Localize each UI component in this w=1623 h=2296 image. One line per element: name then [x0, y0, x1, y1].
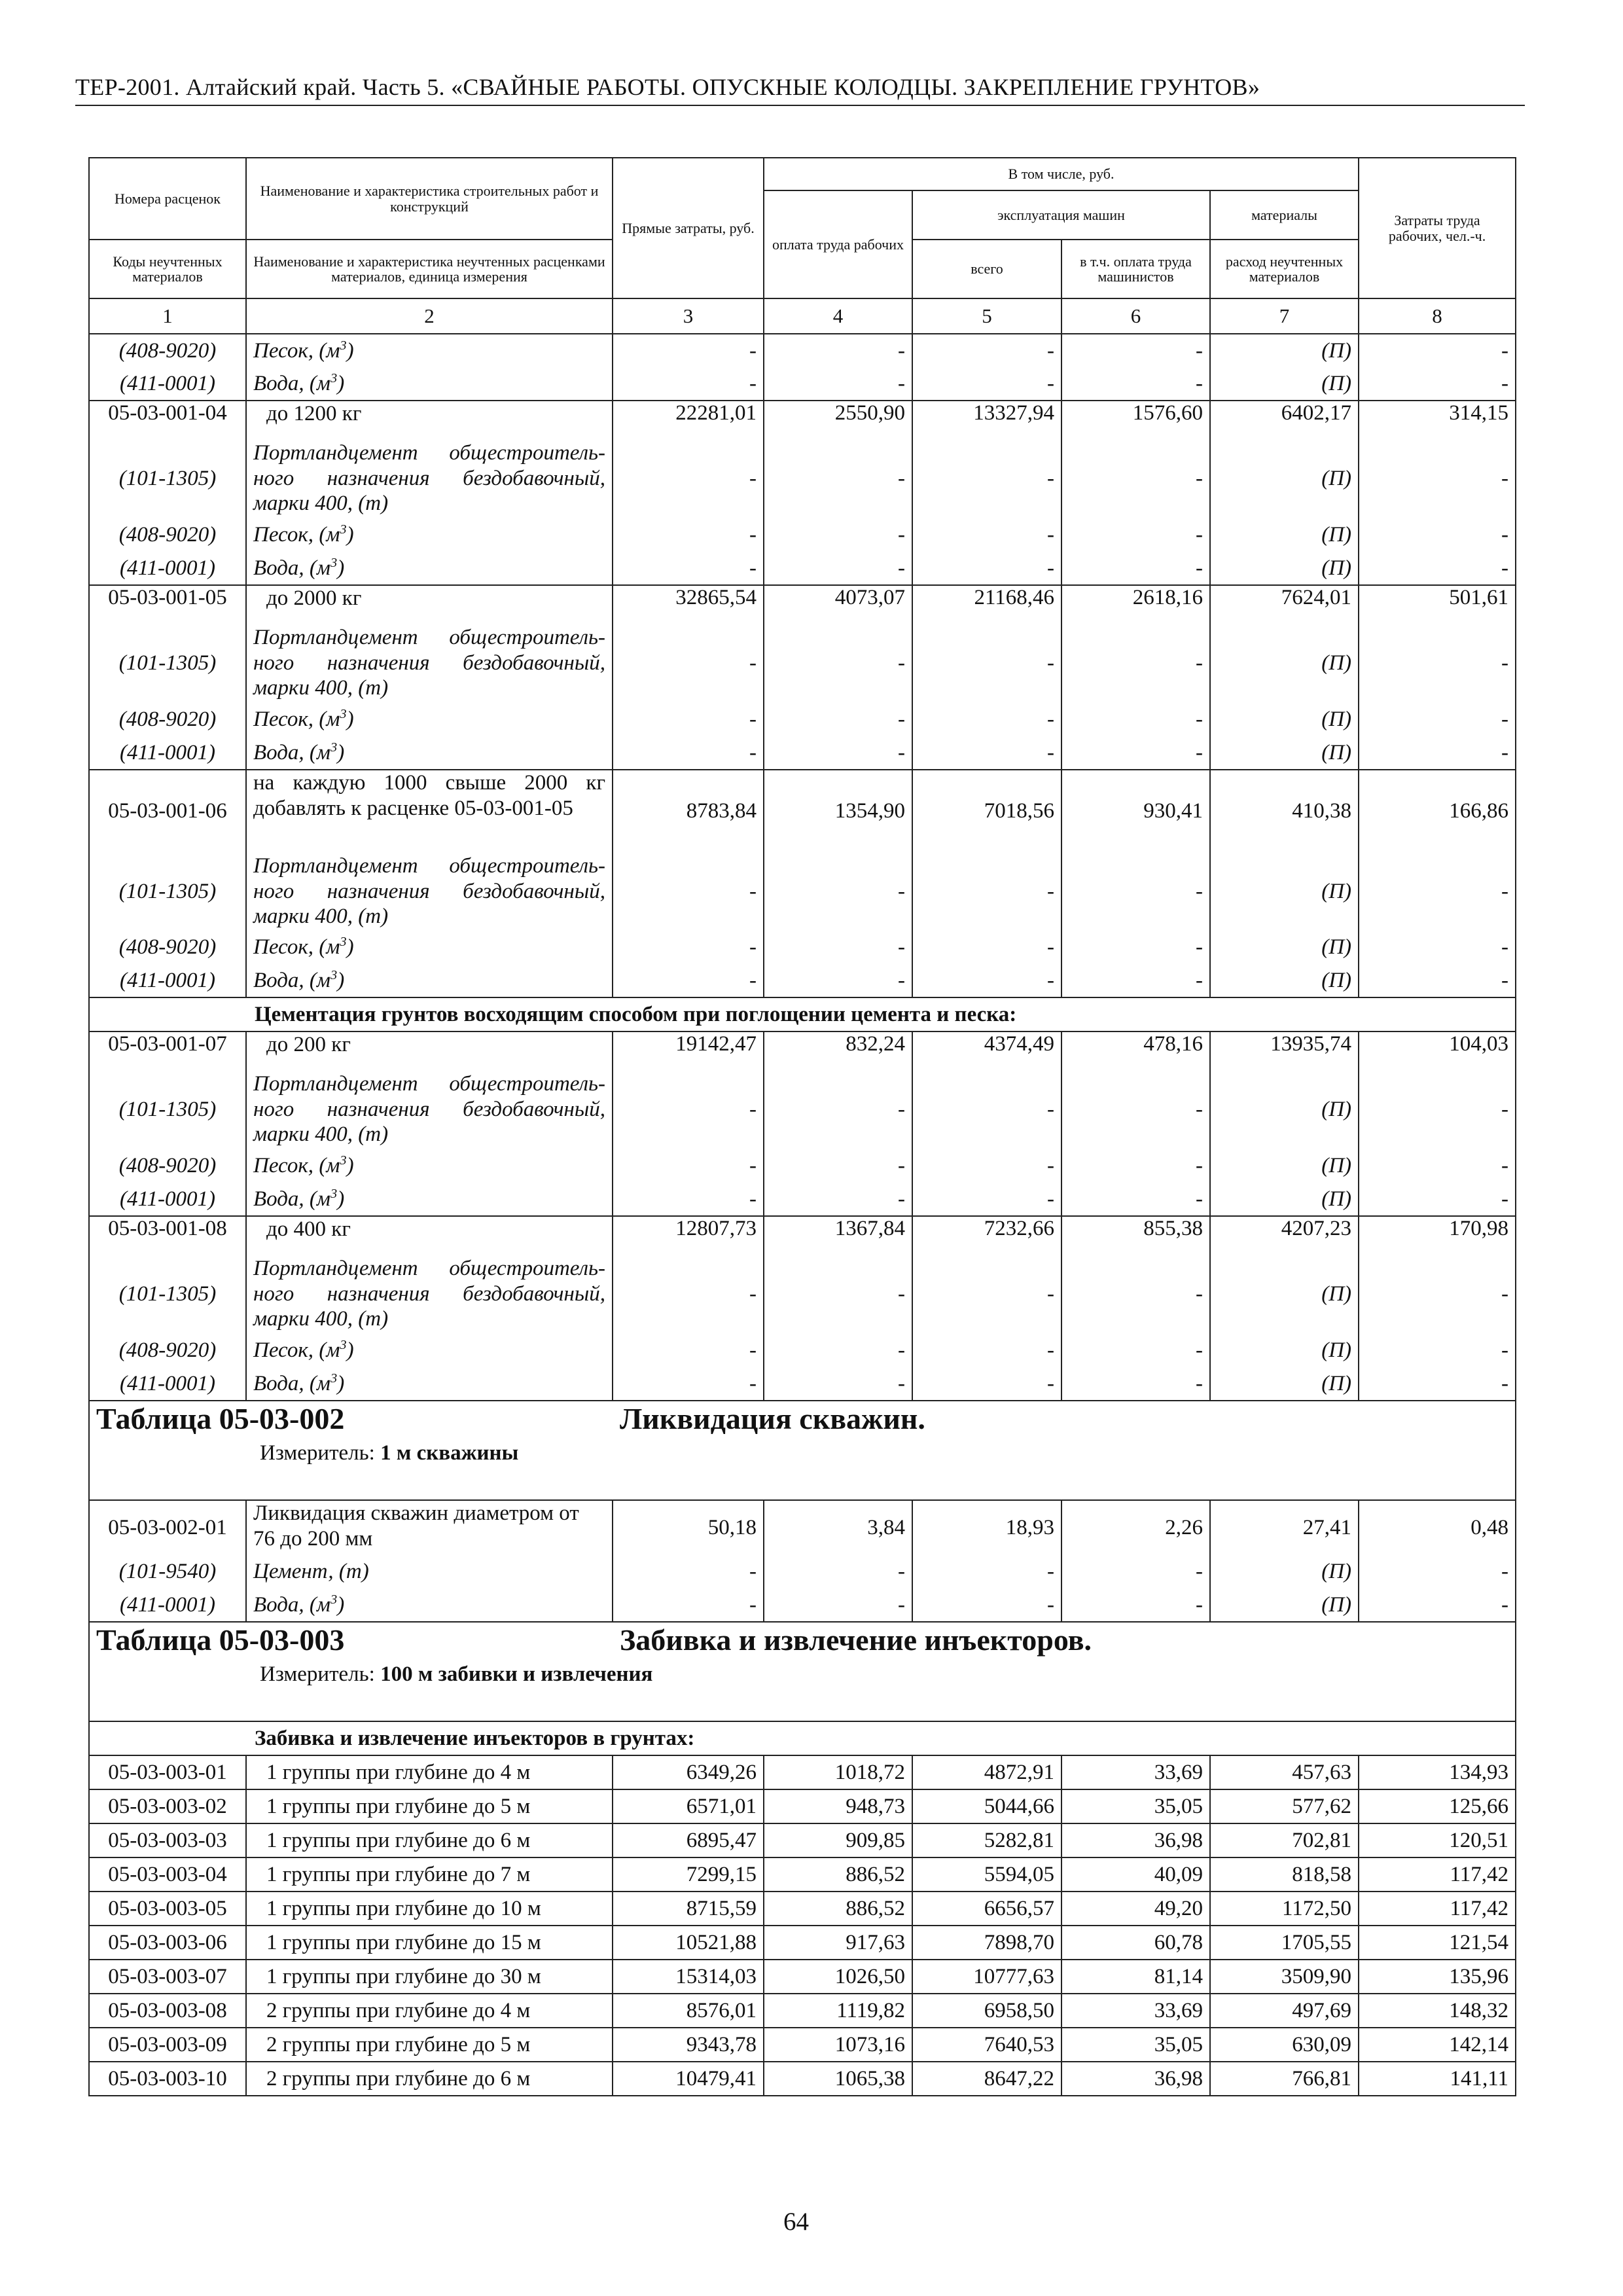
rate-code: 05-03-001-07: [89, 1031, 246, 1069]
table-meter: Измеритель: 100 м забивки и извлечения: [260, 1662, 653, 1686]
material-marker: (П): [1210, 623, 1359, 703]
material-marker: (П): [1210, 736, 1359, 770]
material-marker: (П): [1210, 1555, 1359, 1588]
table-row: [89, 1823, 1516, 1857]
material-name: Вода, $(м^3)$: [246, 1588, 613, 1622]
rate-value: 5594,05: [912, 1857, 1061, 1892]
material-code: (408-9020): [89, 518, 246, 552]
rate-value: 1073,16: [764, 2028, 912, 2062]
rate-value: 10479,41: [613, 2062, 764, 2096]
rate-name: 1 группы при глубине до 30 м: [246, 1960, 613, 1994]
rate-value: 886,52: [764, 1892, 912, 1926]
rate-value: 33,69: [1061, 1755, 1210, 1789]
header-materials: материалы: [1210, 190, 1359, 240]
rate-value: 630,09: [1210, 2028, 1359, 2062]
material-row-water: (411-0001) Вода, $(м^3)$ - - - - (П) -: [89, 552, 1516, 585]
rate-value: 121,54: [1359, 1926, 1516, 1960]
material-code: (411-0001): [89, 552, 246, 585]
rate-value: 7640,53: [912, 2028, 1061, 2062]
rate-value: 141,11: [1359, 2062, 1516, 2096]
rate-row: 05-03-001-08 до 400 кг 12807,73 1367,84 7232,66 855,38 4207,23 170,98: [89, 1216, 1516, 1254]
material-code: (101-9540): [89, 1555, 246, 1588]
rate-value: 6958,50: [912, 1994, 1061, 2028]
material-code: (408-9020): [89, 1334, 246, 1367]
rate-name: 1 группы при глубине до 15 м: [246, 1926, 613, 1960]
rate-name: 1 группы при глубине до 5 м: [246, 1789, 613, 1823]
rate-code: 05-03-001-06: [89, 770, 246, 852]
material-code: (411-0001): [89, 1367, 246, 1401]
table-row: [89, 1926, 1516, 1960]
rate-code: 05-03-002-01: [89, 1500, 246, 1555]
header-codes: Номера расценок: [89, 158, 246, 240]
material-marker: (П): [1210, 1183, 1359, 1216]
rate-value: 1172,50: [1210, 1892, 1359, 1926]
material-name: Вода, $(м^3)$: [246, 736, 613, 770]
rate-value: 886,52: [764, 1857, 912, 1892]
table-name: Ликвидация скважин.: [620, 1402, 925, 1435]
rate-value: 6571,01: [613, 1789, 764, 1823]
material-row-cement: (101-1305) Портландцемент общестроитель-ного назначения бездобавочный, марки 400, (т) - - - - (П) -: [89, 623, 1516, 703]
rate-value: 5282,81: [912, 1823, 1061, 1857]
rate-value: 4872,91: [912, 1755, 1061, 1789]
material-name: Песок, $(м^3)$: [246, 1149, 613, 1183]
material-name: Вода, $(м^3)$: [246, 552, 613, 585]
rate-value: 6349,26: [613, 1755, 764, 1789]
section-heading: Цементация грунтов восходящим способом при поглощении цемента и песка:: [89, 997, 1516, 1031]
rate-value: 497,69: [1210, 1994, 1359, 2028]
rate-name: 2 группы при глубине до 6 м: [246, 2062, 613, 2096]
rate-code: 05-03-003-06: [89, 1926, 246, 1960]
rate-value: 36,98: [1061, 2062, 1210, 2096]
table-number: Таблица 05-03-002: [96, 1402, 345, 1435]
header-in-that-number: В том числе, руб.: [764, 158, 1359, 190]
header-total: всего: [912, 240, 1061, 298]
rate-value: 917,63: [764, 1926, 912, 1960]
material-name: Портландцемент общестроитель-ного назначения бездобавочный, марки 400, (т): [246, 439, 613, 518]
rate-name: 1 группы при глубине до 4 м: [246, 1755, 613, 1789]
material-marker: (П): [1210, 1334, 1359, 1367]
rate-value: 702,81: [1210, 1823, 1359, 1857]
rate-name: на каждую 1000 свыше 2000 кг добавлять к расценке 05-03-001-05: [246, 770, 613, 852]
material-code: (411-0001): [89, 736, 246, 770]
rate-code: 05-03-003-02: [89, 1789, 246, 1823]
table-title: [96, 1401, 1508, 1436]
table-row: [89, 1789, 1516, 1823]
material-row-sand: (408-9020) Песок, $(м^3)$ - - - - (П) -: [89, 334, 1516, 367]
rate-value: 33,69: [1061, 1994, 1210, 2028]
rate-value: 5044,66: [912, 1789, 1061, 1823]
material-name: Портландцемент общестроитель-ного назначения бездобавочный, марки 400, (т): [246, 1254, 613, 1334]
material-marker: (П): [1210, 334, 1359, 367]
material-row-water: (411-0001) Вода, $(м^3)$ - - - - (П) -: [89, 736, 1516, 770]
rate-value: 142,14: [1359, 2028, 1516, 2062]
rate-value: 117,42: [1359, 1857, 1516, 1892]
material-marker: (П): [1210, 1588, 1359, 1622]
material-marker: (П): [1210, 367, 1359, 401]
rate-value: 49,20: [1061, 1892, 1210, 1926]
rate-name: до 400 кг: [246, 1216, 613, 1254]
rate-value: 117,42: [1359, 1892, 1516, 1926]
rate-value: 1026,50: [764, 1960, 912, 1994]
header-labor-costs: Затраты труда рабочих, чел.-ч.: [1359, 158, 1516, 298]
rate-value: 8647,22: [912, 2062, 1061, 2096]
material-name: Вода, $(м^3)$: [246, 1367, 613, 1401]
material-marker: (П): [1210, 1254, 1359, 1334]
material-marker: (П): [1210, 1149, 1359, 1183]
rate-value: 766,81: [1210, 2062, 1359, 2096]
rate-code: 05-03-001-04: [89, 401, 246, 439]
rate-value: 1119,82: [764, 1994, 912, 2028]
rate-value: 1705,55: [1210, 1926, 1359, 1960]
rate-value: 40,09: [1061, 1857, 1210, 1892]
material-name: Цемент, (т): [246, 1555, 613, 1588]
table-heading-row: [89, 1401, 1516, 1500]
rate-name: до 1200 кг: [246, 401, 613, 439]
material-row-sand: (408-9020) Песок, $(м^3)$ - - - - (П) -: [89, 1149, 1516, 1183]
rate-name: Ликвидация скважин диаметром от 76 до 200 мм: [246, 1500, 613, 1555]
material-row-water: (411-0001) Вода, $(м^3)$ - - - - (П) -: [89, 964, 1516, 997]
table-heading-row: [89, 1622, 1516, 1721]
material-name: Песок, $(м^3)$: [246, 703, 613, 736]
rate-value: 909,85: [764, 1823, 912, 1857]
running-header: ТЕР-2001. Алтайский край. Часть 5. «СВАЙНЫЕ РАБОТЫ. ОПУСКНЫЕ КОЛОДЦЫ. ЗАКРЕПЛЕНИЕ ГРУНТОВ»: [75, 74, 1260, 100]
header-machine-operation: эксплуатация машин: [912, 190, 1210, 240]
section-heading-row: [89, 997, 1516, 1031]
material-marker: (П): [1210, 1069, 1359, 1149]
material-name: Портландцемент общестроитель-ного назначения бездобавочный, марки 400, (т): [246, 623, 613, 703]
rates-table: [88, 157, 1516, 2096]
table-number: Таблица 05-03-003: [96, 1623, 345, 1657]
material-code: (411-0001): [89, 1588, 246, 1622]
rate-value: 7299,15: [613, 1857, 764, 1892]
rate-code: 05-03-003-05: [89, 1892, 246, 1926]
rate-name: 1 группы при глубине до 6 м: [246, 1823, 613, 1857]
header-unaccounted-materials: расход неучтенных материалов: [1210, 240, 1359, 298]
rate-value: 10521,88: [613, 1926, 764, 1960]
rate-row: 05-03-001-05 до 2000 кг 32865,54 4073,07 21168,46 2618,16 7624,01 501,61: [89, 585, 1516, 623]
rate-row: 05-03-001-07 до 200 кг 19142,47 832,24 4374,49 478,16 13935,74 104,03: [89, 1031, 1516, 1069]
rate-value: 1065,38: [764, 2062, 912, 2096]
rate-code: 05-03-003-07: [89, 1960, 246, 1994]
material-row-cement: (101-1305) Портландцемент общестроитель-ного назначения бездобавочный, марки 400, (т) - - - - (П) -: [89, 439, 1516, 518]
material-row-sand: (408-9020) Песок, $(м^3)$ - - - - (П) -: [89, 518, 1516, 552]
section-heading: Забивка и извлечение инъекторов в грунтах:: [89, 1721, 1516, 1755]
rate-row: 05-03-001-04 до 1200 кг 22281,01 2550,90 13327,94 1576,60 6402,17 314,15: [89, 401, 1516, 439]
header-direct-costs: Прямые затраты, руб.: [613, 158, 764, 298]
rate-value: 1018,72: [764, 1755, 912, 1789]
header-labor-pay: оплата труда рабочих: [764, 190, 912, 298]
table-row: [89, 1755, 1516, 1789]
rate-value: 35,05: [1061, 1789, 1210, 1823]
material-code: (101-1305): [89, 852, 246, 931]
material-row-sand: (408-9020) Песок, $(м^3)$ - - - - (П) -: [89, 931, 1516, 964]
material-row-sand: (408-9020) Песок, $(м^3)$ - - - - (П) -: [89, 1334, 1516, 1367]
rate-value: 35,05: [1061, 2028, 1210, 2062]
rate-value: 135,96: [1359, 1960, 1516, 1994]
material-name: Вода, $(м^3)$: [246, 964, 613, 997]
rate-row: 05-03-002-01 Ликвидация скважин диаметром от 76 до 200 мм 50,18 3,84 18,93 2,26 27,41 0,48: [89, 1500, 1516, 1555]
page-number: 64: [783, 2208, 809, 2236]
rate-value: 9343,78: [613, 2028, 764, 2062]
header-operator-pay: в т.ч. оплата труда машинистов: [1061, 240, 1210, 298]
table-meter: Измеритель: 1 м скважины: [260, 1441, 519, 1465]
section-heading-row: [89, 1721, 1516, 1755]
rate-value: 15314,03: [613, 1960, 764, 1994]
material-code: (101-1305): [89, 439, 246, 518]
rate-value: 10777,63: [912, 1960, 1061, 1994]
rate-value: 6895,47: [613, 1823, 764, 1857]
table-row: [89, 1892, 1516, 1926]
rate-value: 948,73: [764, 1789, 912, 1823]
material-row-water: (411-0001) Вода, $(м^3)$ - - - - (П) -: [89, 1183, 1516, 1216]
material-name: Песок, $(м^3)$: [246, 518, 613, 552]
material-marker: (П): [1210, 439, 1359, 518]
material-name: Песок, $(м^3)$: [246, 1334, 613, 1367]
material-row-cement: (101-1305) Портландцемент общестроитель-ного назначения бездобавочный, марки 400, (т) - - - - (П) -: [89, 1069, 1516, 1149]
header-names: Наименование и характеристика строительных работ и конструкций: [246, 158, 613, 240]
rate-name: 1 группы при глубине до 10 м: [246, 1892, 613, 1926]
rate-code: 05-03-003-08: [89, 1994, 246, 2028]
material-name: Песок, $(м^3)$: [246, 931, 613, 964]
rate-name: 2 группы при глубине до 4 м: [246, 1994, 613, 2028]
rate-value: 81,14: [1061, 1960, 1210, 1994]
table-name: Забивка и извлечение инъекторов.: [620, 1623, 1092, 1657]
rate-value: 577,62: [1210, 1789, 1359, 1823]
material-marker: (П): [1210, 852, 1359, 931]
table-row: [89, 1960, 1516, 1994]
rate-value: 60,78: [1061, 1926, 1210, 1960]
rate-value: 36,98: [1061, 1823, 1210, 1857]
table3-body: [89, 1755, 1516, 2096]
rate-value: 818,58: [1210, 1857, 1359, 1892]
material-marker: (П): [1210, 964, 1359, 997]
rate-value: 148,32: [1359, 1994, 1516, 2028]
material-marker: (П): [1210, 518, 1359, 552]
rate-code: 05-03-003-09: [89, 2028, 246, 2062]
material-marker: (П): [1210, 552, 1359, 585]
header-material-names: Наименование и характеристика неучтенных расценками материалов, единица измерения: [246, 240, 613, 298]
material-row-cement: (101-9540) Цемент, (т) - - - - (П) -: [89, 1555, 1516, 1588]
table-heading: [89, 1401, 1516, 1500]
material-row-sand: (408-9020) Песок, $(м^3)$ - - - - (П) -: [89, 703, 1516, 736]
rate-value: 8576,01: [613, 1994, 764, 2028]
rate-name: до 200 кг: [246, 1031, 613, 1069]
rate-code: 05-03-003-04: [89, 1857, 246, 1892]
rate-code: 05-03-001-05: [89, 585, 246, 623]
material-row-water: (411-0001) Вода, $(м^3)$ - - - - (П) -: [89, 1588, 1516, 1622]
rate-name: 1 группы при глубине до 7 м: [246, 1857, 613, 1892]
material-code: (411-0001): [89, 367, 246, 401]
material-name: Вода, $(м^3)$: [246, 367, 613, 401]
rate-value: 8715,59: [613, 1892, 764, 1926]
rate-value: 120,51: [1359, 1823, 1516, 1857]
material-name: Песок, $(м^3)$: [246, 334, 613, 367]
rate-code: 05-03-003-10: [89, 2062, 246, 2096]
material-name: Вода, $(м^3)$: [246, 1183, 613, 1216]
rate-code: 05-03-001-08: [89, 1216, 246, 1254]
material-row-water: (411-0001) Вода, $(м^3)$ - - - - (П) -: [89, 1367, 1516, 1401]
header-rule: [75, 105, 1525, 106]
material-code: (101-1305): [89, 623, 246, 703]
material-row-cement: (101-1305) Портландцемент общестроитель-ного назначения бездобавочный, марки 400, (т) - - - - (П) -: [89, 852, 1516, 931]
material-code: (408-9020): [89, 931, 246, 964]
rate-row: 05-03-001-06 на каждую 1000 свыше 2000 кг добавлять к расценке 05-03-001-05 8783,84 1354,90 7018,56 930,41 410,38 166,86: [89, 770, 1516, 852]
material-code: (411-0001): [89, 964, 246, 997]
rate-name: 2 группы при глубине до 5 м: [246, 2028, 613, 2062]
material-marker: (П): [1210, 703, 1359, 736]
column-numbers-row: 1 2 3 4 5 6 7 8: [89, 298, 1516, 334]
material-code: (411-0001): [89, 1183, 246, 1216]
rate-value: 125,66: [1359, 1789, 1516, 1823]
table-row: [89, 1857, 1516, 1892]
material-row-cement: (101-1305) Портландцемент общестроитель-ного назначения бездобавочный, марки 400, (т) - - - - (П) -: [89, 1254, 1516, 1334]
rate-value: 7898,70: [912, 1926, 1061, 1960]
rate-value: 134,93: [1359, 1755, 1516, 1789]
material-row-water: (411-0001) Вода, $(м^3)$ - - - - (П) -: [89, 367, 1516, 401]
rate-code: 05-03-003-03: [89, 1823, 246, 1857]
material-code: (408-9020): [89, 703, 246, 736]
rate-value: 3509,90: [1210, 1960, 1359, 1994]
material-code: (101-1305): [89, 1069, 246, 1149]
material-name: Портландцемент общестроитель-ного назначения бездобавочный, марки 400, (т): [246, 1069, 613, 1149]
material-code: (101-1305): [89, 1254, 246, 1334]
material-marker: (П): [1210, 1367, 1359, 1401]
rate-code: 05-03-003-01: [89, 1755, 246, 1789]
table-row: [89, 2062, 1516, 2096]
rate-value: 6656,57: [912, 1892, 1061, 1926]
material-code: (408-9020): [89, 334, 246, 367]
rate-name: до 2000 кг: [246, 585, 613, 623]
table-title: [96, 1623, 1508, 1657]
table-row: [89, 1994, 1516, 2028]
material-marker: (П): [1210, 931, 1359, 964]
material-code: (408-9020): [89, 1149, 246, 1183]
table-row: [89, 2028, 1516, 2062]
material-name: Портландцемент общестроитель-ного назначения бездобавочный, марки 400, (т): [246, 852, 613, 931]
header-material-codes: Коды неучтенных материалов: [89, 240, 246, 298]
rate-value: 457,63: [1210, 1755, 1359, 1789]
table-heading: [89, 1622, 1516, 1721]
